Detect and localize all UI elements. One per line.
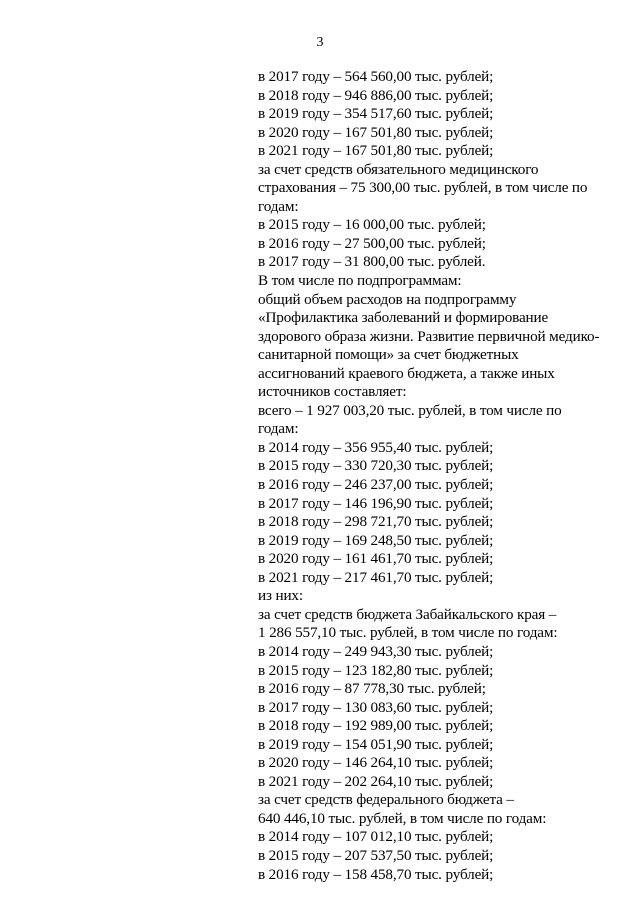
text-line: в 2014 году – 249 943,30 тыс. рублей; bbox=[258, 642, 494, 660]
text-line: в 2021 году – 217 461,70 тыс. рублей; bbox=[258, 568, 494, 586]
text-line: в 2020 году – 161 461,70 тыс. рублей; bbox=[258, 550, 494, 568]
text-line: в 2017 году – 146 196,90 тыс. рублей; bbox=[258, 494, 494, 512]
text-line: в 2021 году – 167 501,80 тыс. рублей; bbox=[258, 142, 494, 160]
text-line: из них: bbox=[258, 587, 303, 605]
text-line: в 2017 году – 130 083,60 тыс. рублей; bbox=[258, 698, 494, 716]
text-line: в 2021 году – 202 264,10 тыс. рублей; bbox=[258, 772, 494, 790]
text-line: в 2020 году – 167 501,80 тыс. рублей; bbox=[258, 123, 494, 141]
text-line: в 2019 году – 169 248,50 тыс. рублей; bbox=[258, 531, 494, 549]
text-line: в 2017 году – 31 800,00 тыс. рублей. bbox=[258, 253, 486, 271]
text-line: общий объем расходов на подпрограмму bbox=[258, 290, 517, 308]
text-line: в 2017 году – 564 560,00 тыс. рублей; bbox=[258, 68, 494, 85]
text-line: страхования – 75 300,00 тыс. рублей, в том числе по bbox=[258, 179, 588, 197]
text-line: в 2015 году – 123 182,80 тыс. рублей; bbox=[258, 661, 494, 679]
text-line: годам: bbox=[258, 197, 299, 215]
text-line: всего – 1 927 003,20 тыс. рублей, в том числе по bbox=[258, 401, 562, 419]
text-line: в 2014 году – 356 955,40 тыс. рублей; bbox=[258, 438, 494, 456]
text-line: источников составляет: bbox=[258, 383, 407, 401]
text-line: в 2018 году – 946 886,00 тыс. рублей; bbox=[258, 86, 494, 104]
text-line: в 2015 году – 330 720,30 тыс. рублей; bbox=[258, 457, 494, 475]
text-line: за счет средств федерального бюджета – bbox=[258, 791, 514, 809]
text-line: в 2019 году – 154 051,90 тыс. рублей; bbox=[258, 735, 494, 753]
text-line: за счет средств бюджета Забайкальского края – bbox=[258, 605, 557, 623]
text-line: за счет средств обязательного медицинского bbox=[258, 160, 539, 178]
text-line: в 2020 году – 146 264,10 тыс. рублей; bbox=[258, 754, 494, 772]
text-line: 640 446,10 тыс. рублей, в том числе по годам: bbox=[258, 809, 547, 827]
text-line: в 2018 году – 192 989,00 тыс. рублей; bbox=[258, 717, 494, 735]
text-line: «Профилактика заболеваний и формирование bbox=[258, 309, 549, 327]
text-line: в 2016 году – 27 500,00 тыс. рублей; bbox=[258, 234, 486, 252]
text-line: в 2015 году – 16 000,00 тыс. рублей; bbox=[258, 216, 486, 234]
text-line: в 2016 году – 87 778,30 тыс. рублей; bbox=[258, 680, 486, 698]
document-body bbox=[258, 68, 618, 884]
text-line: в 2018 году – 298 721,70 тыс. рублей; bbox=[258, 513, 494, 531]
text-line: в 2019 году – 354 517,60 тыс. рублей; bbox=[258, 105, 494, 123]
text-line: здорового образа жизни. Развитие первичной медико- bbox=[258, 327, 600, 345]
text-line: в 2016 году – 246 237,00 тыс. рублей; bbox=[258, 476, 494, 494]
text-line: В том числе по подпрограммам: bbox=[258, 272, 462, 290]
text-line: в 2016 году – 158 458,70 тыс. рублей; bbox=[258, 865, 494, 883]
text-line: годам: bbox=[258, 420, 299, 438]
text-line: санитарной помощи» за счет бюджетных bbox=[258, 346, 519, 364]
text-line: ассигнований краевого бюджета, а также иных bbox=[258, 364, 555, 382]
text-line: в 2014 году – 107 012,10 тыс. рублей; bbox=[258, 828, 494, 846]
text-line: в 2015 году – 207 537,50 тыс. рублей; bbox=[258, 846, 494, 864]
text-line: 1 286 557,10 тыс. рублей, в том числе по годам: bbox=[258, 624, 558, 642]
page-number: 3 bbox=[316, 35, 324, 50]
